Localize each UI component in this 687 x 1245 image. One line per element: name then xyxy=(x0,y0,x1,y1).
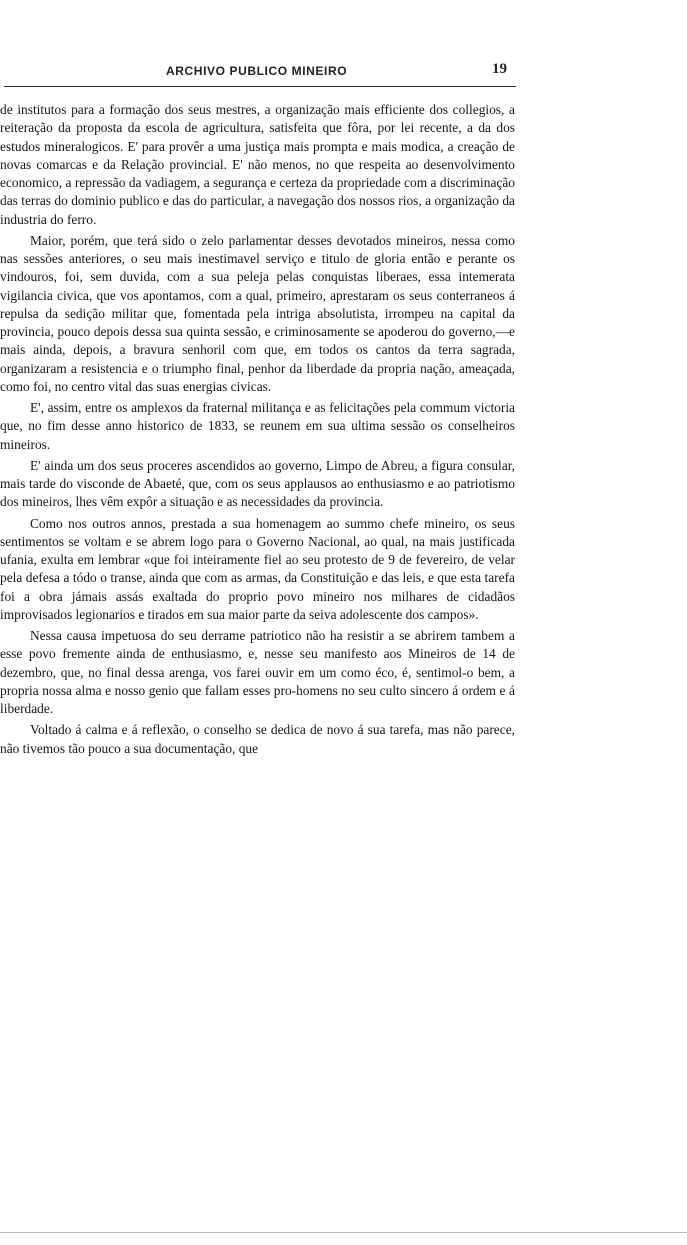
paragraph: Nessa causa impetuosa do seu derrame patriotico não ha resistir a se abrirem tambem a esse povo fremente ainda de enthusiasmo, e, nesse seu manifesto aos Mineiros de 14 de dezembro, que, no final dessa arenga, vos farei ouvir em um como éco, é, sentimol-o bem, a propria nossa alma e nosso genio que fallam esses pro-homens no seu culto sincero á ordem e á liberdade. xyxy=(0,628,515,716)
page-number: 19 xyxy=(492,61,507,77)
header-rule xyxy=(4,86,516,87)
paragraph: de institutos para a formação dos seus mestres, a organização mais efficiente dos collegios, a reiteração da proposta da escola de agricultura, satisfeita que fôra, por lei recente, a da dos estudos mineralogicos. E' para provêr a uma justiça mais prompta e mais modica, a creação de novas comarcas e da Relação provincial. E' não menos, no que respeita ao desenvolvimento economico, a repressão da vadiagem, a segurança e certeza da propriedade com a discriminação das terras do dominio publico e das do particular, a navegação dos nossos rios, a organização da industria do ferro. xyxy=(0,102,515,227)
running-title: ARCHIVO PUBLICO MINEIRO xyxy=(166,64,348,78)
paragraph: E', assim, entre os amplexos da fraternal militança e as felicitações pela commum victoria que, no fim desse anno historico de 1833, se reunem em sua ultima sessão os conselheiros mineiros. xyxy=(0,400,515,452)
paragraph: Como nos outros annos, prestada a sua homenagem ao summo chefe mineiro, os seus sentimentos se voltam e se abrem logo para o Governo Nacional, ao qual, na mais justificada ufania, exulta em lembrar «que foi inteiramente fiel ao seu protesto de 9 de fevereiro, de velar pela defesa a tódo o transe, ainda que com as armas, da Constituição e das leis, e que esta tarefa foi a obra jámais assás exaltada do proprio povo mineiro nos milhares de cidadãos improvisados legionarios e tirados em sua maior parte da seiva adolescente dos campos». xyxy=(0,515,515,622)
paragraph: E' ainda um dos seus proceres ascendidos ao governo, Limpo de Abreu, a figura consular, mais tarde do visconde de Abaeté, que, com os seus applausos ao enthusiasmo e ao patriotismo dos mineiros, lhes vêm expôr a situação e as necessidades da provincia. xyxy=(0,457,515,510)
paragraph: Maior, porém, que terá sido o zelo parlamentar desses devotados mineiros, nessa como nas sessões anteriores, o seu mais inestimavel serviço e titulo de gloria então e perante os vindouros, foi, sem duvida, com a sua peleja pelas conquistas liberaes, essa intemerata vigilancia civica, que vos apontamos, com a qual, primeiro, aprestaram os seus conterraneos á repulsa da sedição militar que, fomentada pela intriga absolutista, irrompeu na capital da provincia, pouco depois dessa sua quinta sessão, e criminosamente se apoderou do governo,—e mais ainda, depois, a bravura senhoril com que, em todos os cantos da terra sagrada, organizaram a resistencia e o triumpho final, penhor da liberdade da propria nação, ameaçada, como foi, no centro vital das suas energias civicas. xyxy=(0,232,515,394)
running-header xyxy=(0,60,540,84)
paragraph: Voltado á calma e á reflexão, o conselho se dedica de novo á sua tarefa, mas não parece, não tivemos tão pouco a sua documentação, que xyxy=(0,722,515,756)
body-text xyxy=(0,101,515,761)
bottom-edge-rule xyxy=(0,1232,687,1233)
